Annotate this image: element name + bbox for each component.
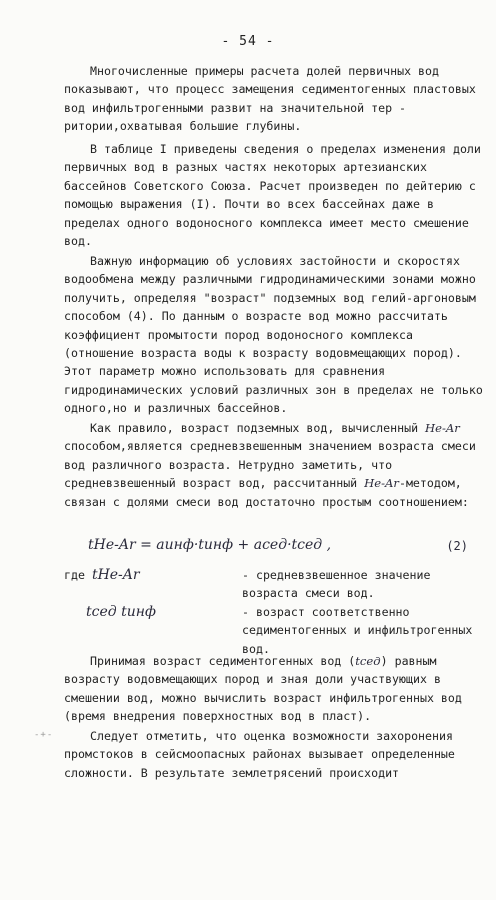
paragraph-4 — [64, 419, 484, 511]
definition-term — [86, 603, 156, 621]
paragraph-5-text-a: Принимая возраст седиментогенных вод ( — [90, 654, 356, 668]
paragraph-2: В таблице I приведены сведения о пределах изменения доли первичных вод в разных частях некоторых артезианских бассейнов Советского Союза. Расчет произведен по дейтерию с помощью выражения (I). Почти во всех бассейнах даже в пределах одного водоносного комплекса имеет место смешение вод. — [64, 142, 481, 249]
definition-symbol: tсед tинф — [86, 604, 156, 620]
t-sed-symbol: tсед — [355, 654, 381, 668]
paragraph-4-text-b: способом,является средневзвешенным значением возраста смеси вод различного возраста. Нетрудно заметить, что средневзвешенный возраст вод, рассчитанный — [64, 439, 476, 491]
definition-symbol: tHe-Ar — [91, 567, 140, 583]
paragraph-1: Многочисленные примеры расчета долей первичных вод показывают, что процесс замещения седиментогенных пластовых вод инфильтрогенными развит на значительной тер - ритории,охватывая большие глубины. — [64, 64, 476, 134]
definition-description: - возраст соответственно седиментогенных и инфильтрогенных вод. — [242, 605, 473, 656]
he-ar-symbol: He-Ar — [364, 476, 399, 491]
paragraph-5-text-b: ) равным возрасту водовмещающих пород и зная доли участвующих в смешении вод, можно вычислить возраст инфильтрогенных вод (время внедрения поверхностных вод в пласт). — [64, 654, 462, 724]
paragraph-4-text-a: Как правило, возраст подземных вод, вычисленный — [90, 421, 419, 435]
definition-description: - средневзвешенное значение возраста смеси вод. — [242, 568, 431, 601]
page-number: - 54 - — [221, 34, 275, 49]
definition-row — [64, 603, 484, 656]
definition-term — [64, 566, 140, 584]
margin-mark: -+- — [34, 730, 54, 740]
paragraph-5 — [64, 652, 484, 726]
formula-expression: tHe-Ar = aинф·tинф + aсед·tсед , — [88, 537, 332, 553]
formula-number: (2) — [446, 539, 468, 553]
paragraph-4-text-c: -методом, связан с долями смеси вод достаточно простым соотношением: — [64, 476, 469, 509]
definition-row — [64, 566, 484, 606]
paragraph-3: Важную информацию об условиях застойности и скоростях водообмена между различными гидродинамическими зонами можно получить, определяя "возраст" подземных вод гелий-аргоновым способом (4). По данным о возрасте вод можно рассчитать коэффициент промытости пород водоносного комплекса (отношение возраста воды к возрасту водовмещающих пород). Этот параметр можно использовать для сравнения гидродинамических условий различных зон в пределах не только одного,но и различных бассейнов. — [64, 254, 483, 416]
he-ar-symbol: He-Ar — [425, 421, 460, 435]
formula-2 — [88, 537, 468, 559]
definition-prefix: где — [64, 568, 85, 582]
paragraph-6: Следует отметить, что оценка возможности захоронения промстоков в сейсмоопасных районах вызывает определенные сложности. В результате землетрясений происходит — [64, 729, 455, 780]
